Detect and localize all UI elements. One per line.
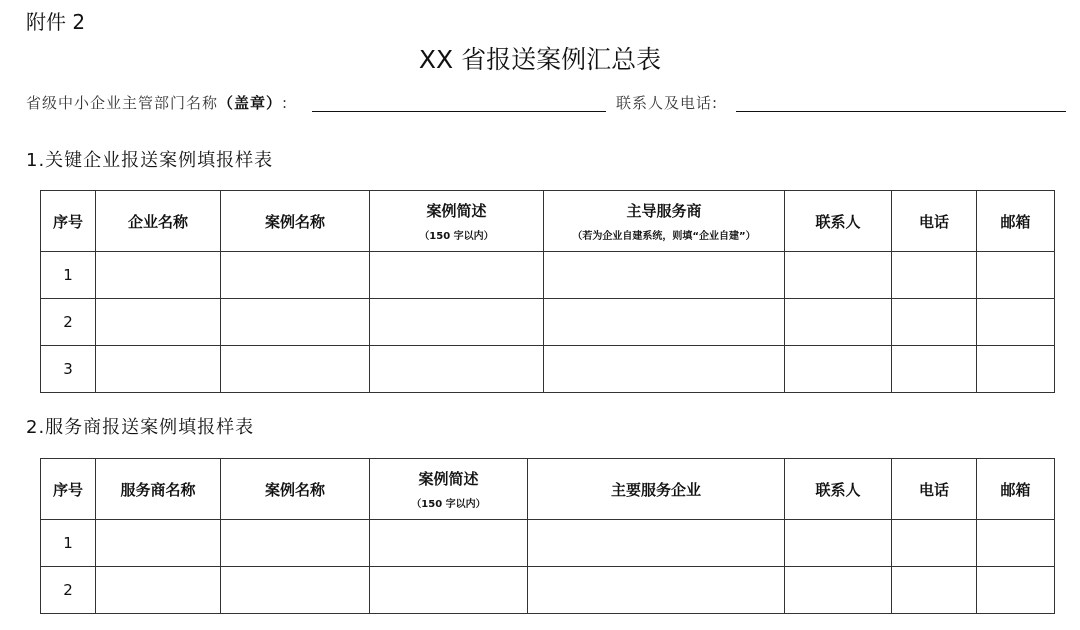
col-provider	[544, 191, 785, 252]
col-summary-note: （150 字以内）	[419, 231, 494, 242]
row-seq: 1	[41, 520, 96, 567]
document-title: XX 省报送案例汇总表	[418, 45, 662, 74]
cell-provider-name[interactable]	[96, 520, 221, 567]
cell-phone[interactable]	[892, 346, 977, 393]
col-summary-label: 案例简述	[426, 202, 487, 220]
cell-email[interactable]	[977, 299, 1055, 346]
cell-provider[interactable]	[544, 252, 785, 299]
col-case-name: 案例名称	[221, 459, 370, 520]
cell-summary[interactable]	[370, 520, 528, 567]
dept-colon: :	[282, 94, 289, 112]
cell-main-companies[interactable]	[528, 520, 785, 567]
cell-case-name[interactable]	[221, 346, 370, 393]
dept-line	[26, 92, 288, 113]
cell-case-name[interactable]	[221, 299, 370, 346]
cell-provider[interactable]	[544, 346, 785, 393]
col-case-name: 案例名称	[221, 191, 370, 252]
cell-summary[interactable]	[370, 299, 544, 346]
cell-main-companies[interactable]	[528, 567, 785, 614]
table-header-row	[41, 191, 1055, 252]
table-row	[41, 252, 1055, 299]
col-company: 企业名称	[96, 191, 221, 252]
col-seq: 序号	[41, 459, 96, 520]
cell-provider-name[interactable]	[96, 567, 221, 614]
cell-contact[interactable]	[785, 299, 892, 346]
cell-case-name[interactable]	[221, 520, 370, 567]
col-contact: 联系人	[785, 191, 892, 252]
cell-summary[interactable]	[370, 252, 544, 299]
cell-case-name[interactable]	[221, 567, 370, 614]
col-summary	[370, 191, 544, 252]
table-row	[41, 567, 1055, 614]
col-summary-note: （150 字以内）	[411, 499, 486, 510]
dept-stamp: （盖章）	[218, 94, 283, 112]
section2-title: 2.服务商报送案例填报样表	[26, 417, 255, 438]
cell-contact[interactable]	[785, 252, 892, 299]
row-seq: 2	[41, 299, 96, 346]
cell-phone[interactable]	[892, 299, 977, 346]
cell-phone[interactable]	[892, 567, 977, 614]
attachment-label: 附件 2	[26, 10, 86, 34]
cell-summary[interactable]	[370, 567, 528, 614]
cell-company[interactable]	[96, 346, 221, 393]
cell-email[interactable]	[977, 567, 1055, 614]
cell-email[interactable]	[977, 252, 1055, 299]
contact-field[interactable]	[736, 111, 1066, 112]
cell-phone[interactable]	[892, 252, 977, 299]
cell-provider[interactable]	[544, 299, 785, 346]
cell-phone[interactable]	[892, 520, 977, 567]
contact-label: 联系人及电话:	[616, 94, 719, 112]
section1-title: 1.关键企业报送案例填报样表	[26, 150, 274, 171]
col-provider-label: 主导服务商	[626, 202, 702, 220]
col-email: 邮箱	[977, 191, 1055, 252]
row-seq: 2	[41, 567, 96, 614]
key-enterprise-table	[40, 190, 1055, 393]
table-row	[41, 520, 1055, 567]
row-seq: 1	[41, 252, 96, 299]
cell-contact[interactable]	[785, 346, 892, 393]
table-row	[41, 346, 1055, 393]
cell-company[interactable]	[96, 299, 221, 346]
cell-email[interactable]	[977, 346, 1055, 393]
dept-name-field[interactable]	[312, 111, 606, 112]
col-summary-label: 案例简述	[418, 470, 479, 488]
cell-summary[interactable]	[370, 346, 544, 393]
cell-email[interactable]	[977, 520, 1055, 567]
col-main-companies: 主要服务企业	[528, 459, 785, 520]
cell-contact[interactable]	[785, 520, 892, 567]
col-email: 邮箱	[977, 459, 1055, 520]
col-contact: 联系人	[785, 459, 892, 520]
table-header-row	[41, 459, 1055, 520]
cell-case-name[interactable]	[221, 252, 370, 299]
col-provider-note: （若为企业自建系统，则填“企业自建”）	[572, 231, 756, 242]
row-seq: 3	[41, 346, 96, 393]
cell-company[interactable]	[96, 252, 221, 299]
col-provider-name: 服务商名称	[96, 459, 221, 520]
cell-contact[interactable]	[785, 567, 892, 614]
table-row	[41, 299, 1055, 346]
col-seq: 序号	[41, 191, 96, 252]
dept-label: 省级中小企业主管部门名称	[26, 94, 219, 112]
service-provider-table	[40, 458, 1055, 614]
col-phone: 电话	[892, 459, 977, 520]
col-phone: 电话	[892, 191, 977, 252]
col-summary	[370, 459, 528, 520]
